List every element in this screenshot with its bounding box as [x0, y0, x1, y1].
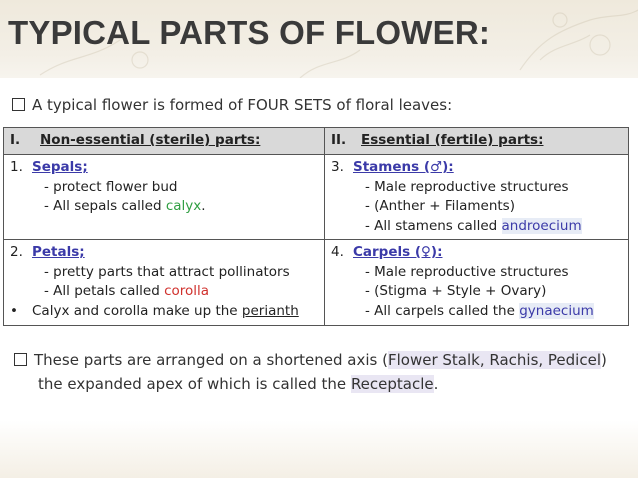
intro-text	[12, 96, 452, 114]
axis-terms: Flower Stalk, Rachis, Pedicel	[387, 351, 601, 369]
stamens-title: Stamens (♂):	[353, 159, 454, 175]
stamens-cell: 3. Stamens (♂): - Male reproductive structures - (Anther + Filaments) - All stamens called androecium	[325, 155, 629, 240]
gynaecium-term: gynaecium	[519, 302, 594, 319]
header-nonessential: I. Non-essential (sterile) parts:	[4, 128, 325, 155]
sepals-title: Sepals;	[32, 159, 88, 175]
table-row	[4, 240, 629, 325]
slide-title: TYPICAL PARTS OF FLOWER:	[8, 14, 491, 51]
intro-label: A typical flower is formed of FOUR SETS of floral leaves:	[32, 96, 453, 114]
petals-cell: 2. Petals; - pretty parts that attract pollinators - All petals called corolla • Calyx and corolla make up the perianth	[4, 240, 325, 325]
calyx-term: calyx	[165, 198, 202, 215]
header-essential: II. Essential (fertile) parts:	[325, 128, 629, 155]
carpels-title: Carpels (♀):	[353, 244, 443, 261]
checkbox-bullet-icon	[12, 98, 25, 111]
checkbox-bullet-icon	[14, 353, 27, 366]
floral-parts-table	[3, 127, 629, 326]
table-row	[4, 155, 629, 240]
receptacle-term: Receptacle	[350, 375, 434, 393]
bottom-band	[0, 420, 638, 478]
petals-title: Petals;	[32, 244, 85, 261]
sepals-cell: 1. Sepals; - protect flower bud - All sepals called calyx.	[4, 155, 325, 240]
bullet-dot: •	[10, 302, 18, 319]
carpels-cell: 4. Carpels (♀): - Male reproductive structures - (Stigma + Style + Ovary) - All carpels called the gynaecium	[325, 240, 629, 325]
table-header-row	[4, 128, 629, 155]
perianth-term: perianth	[241, 302, 299, 319]
corolla-term: corolla	[164, 283, 210, 300]
androecium-term: androecium	[501, 217, 582, 234]
footer-text: These parts are arranged on a shortened axis (Flower Stalk, Rachis, Pedicel) the expanded apex of which is called the Receptacle.	[14, 348, 607, 396]
